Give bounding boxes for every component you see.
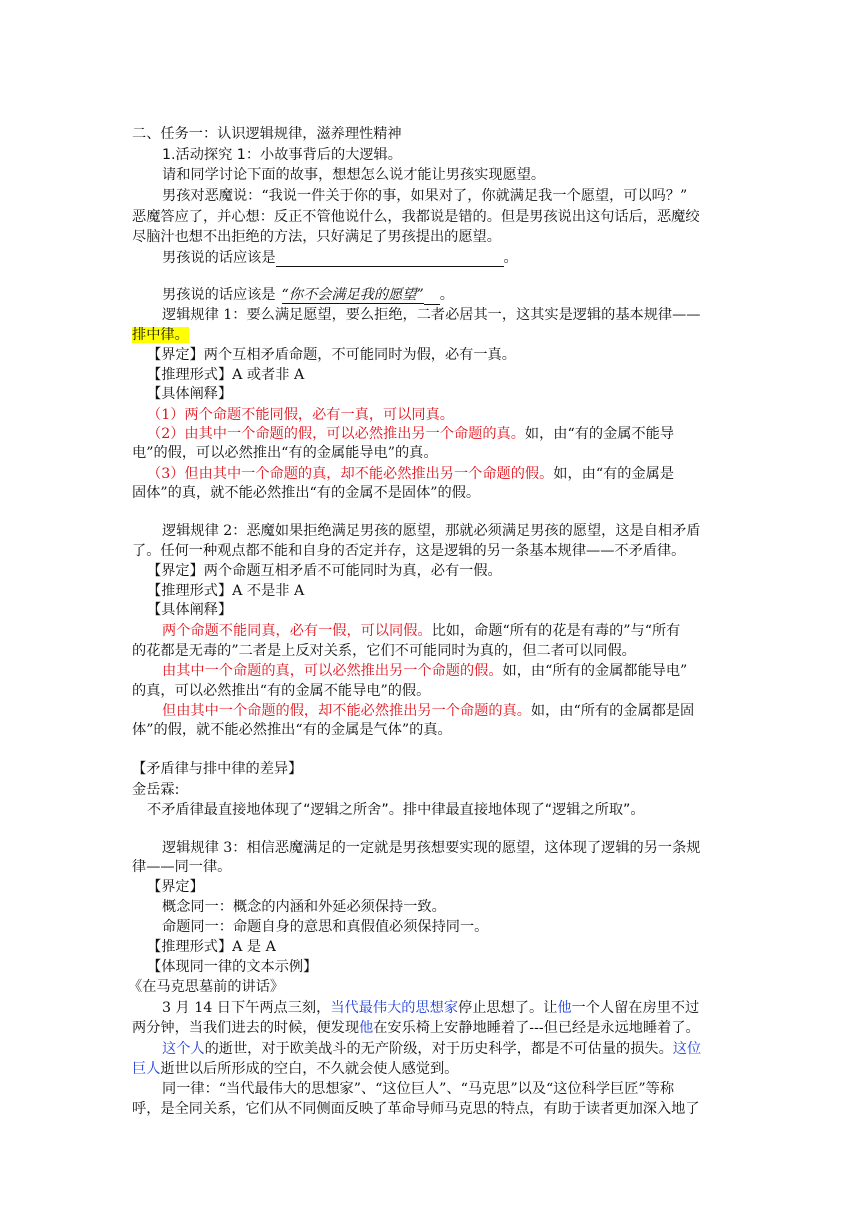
text-line-2-a: 两分钟，当我们进去的时候，便发现 bbox=[132, 1020, 360, 1036]
law1-form bbox=[147, 366, 304, 384]
law1-point-2-cont: 电”的假，可以必然推出“有的金属能导电”的真。 bbox=[132, 445, 438, 461]
answer-prefix: 男孩说的话应该是 bbox=[162, 287, 276, 303]
activity-title: 1.活动探究 1：小故事背后的大逻辑。 bbox=[162, 147, 402, 163]
law3-intro-2: 律——同一律。 bbox=[132, 859, 232, 875]
law2-point-2-text: 如，由“所有的金属都能导电” bbox=[502, 663, 688, 679]
text-ref-giant: 巨人 bbox=[132, 1061, 161, 1077]
law2-point-1-text: 比如，命题“所有的花是有毒的”与“所有 bbox=[431, 623, 681, 639]
text-line-2 bbox=[132, 1019, 700, 1037]
difference-quote: 不矛盾律最直接地体现了“逻辑之所舍”。排中律最直接地体现了“逻辑之所取”。 bbox=[147, 802, 645, 818]
text-ref-he-1: 他 bbox=[557, 1000, 572, 1016]
law2-point-3-text: 如，由“所有的金属都是固 bbox=[530, 703, 695, 719]
text-ref-this: 这位 bbox=[672, 1041, 702, 1057]
law1-explain-label: 【具体阐释】 bbox=[147, 386, 233, 402]
fill-blank-line bbox=[162, 249, 518, 267]
law2-point-2-red: 由其中一个命题的真，可以必然推出另一个命题的假。 bbox=[162, 663, 503, 679]
law1-point-2-text: 如，由“有的金属不能导 bbox=[524, 426, 675, 442]
law2-intro-2: 了。任何一种观点都不能和自身的否定并存，这是逻辑的另一条基本规律——不矛盾律。 bbox=[132, 543, 686, 559]
law2-point-3-cont: 体”的假，就不能必然推出“有的金属是气体”的真。 bbox=[132, 722, 452, 738]
answer-suffix: 。 bbox=[439, 287, 454, 303]
law3-form bbox=[147, 938, 276, 956]
law1-point-3-cont: 固体”的真，就不能必然推出“有的金属不是固体”的假。 bbox=[132, 485, 481, 501]
difference-title: 【矛盾律与排中律的差异】 bbox=[132, 761, 303, 777]
law2-intro-1: 逻辑规律 2：恶魔如果拒绝满足男孩的愿望，那就必须满足男孩的愿望，这是自相矛盾 bbox=[162, 523, 701, 539]
law2-point-2 bbox=[162, 662, 687, 680]
text-ref-he-2: 他 bbox=[359, 1020, 374, 1036]
discussion-prompt: 请和同学讨论下面的故事，想想怎么说才能让男孩实现愿望。 bbox=[162, 167, 546, 183]
law2-point-3-red: 但由其中一个命题的假，却不能必然推出另一个命题的真。 bbox=[162, 703, 531, 719]
law1-point-2-red: （2）由其中一个命题的假，可以必然推出另一个命题的真。 bbox=[147, 426, 525, 442]
law1-definition bbox=[147, 346, 516, 364]
story-line-3: 尽脑汁也想不出拒绝的方法，只好满足了男孩提出的愿望。 bbox=[132, 229, 501, 245]
law3-example-label: 【体现同一律的文本示例】 bbox=[147, 959, 318, 975]
law3-intro-1: 逻辑规律 3：相信恶魔满足的一定就是男孩想要实现的愿望，这体现了逻辑的另一条规 bbox=[162, 840, 701, 856]
law1-def-label: 【界定】 bbox=[147, 347, 204, 363]
identity-analysis-2: 呼，是全同关系，它们从不同侧面反映了革命导师马克思的特点，有助于读者更加深入地了 bbox=[132, 1101, 700, 1117]
law3-work-title: 《在马克思墓前的讲话》 bbox=[128, 979, 285, 995]
law1-point-3-red: （3）但由其中一个命题的真，却不能必然推出另一个命题的假。 bbox=[147, 466, 554, 482]
difference-author: 金岳霖: bbox=[132, 782, 180, 798]
law1-form-text: A 或者非 A bbox=[232, 367, 305, 383]
law1-point-3-text: 如，由“有的金属是 bbox=[553, 466, 675, 482]
text-line-4 bbox=[132, 1060, 458, 1078]
law3-form-text: A 是 A bbox=[232, 939, 276, 955]
text-line-2-b: 在安乐椅上安静地睡着了---但已经是永远地睡着了。 bbox=[373, 1020, 700, 1036]
answer-text: “你不会满足我的愿望” bbox=[281, 287, 424, 303]
identity-analysis-1: 同一律：“当代最伟大的思想家”、“这位巨人”、“马克思”以及“这位科学巨匠”等称 bbox=[162, 1081, 675, 1097]
answer-line bbox=[162, 286, 454, 305]
law2-point-1 bbox=[162, 622, 680, 640]
law1-def-text: 两个互相矛盾命题，不可能同时为假，必有一真。 bbox=[203, 347, 516, 363]
text-line-1-b: 停止思想了。让 bbox=[458, 1000, 558, 1016]
text-line-4-a: 逝世以后所形成的空白，不久就会使人感觉到。 bbox=[160, 1061, 459, 1077]
text-ref-this-person: 这个人 bbox=[162, 1041, 205, 1057]
law2-point-3 bbox=[162, 702, 694, 720]
text-line-1-c: 一个人留在房里不过 bbox=[571, 1000, 700, 1016]
law1-form-label: 【推理形式】 bbox=[147, 367, 233, 383]
law3-concept-identity: 概念同一：概念的内涵和外延必须保持一致。 bbox=[162, 899, 446, 915]
law3-def-label: 【界定】 bbox=[147, 879, 204, 895]
fill-blank-suffix: 。 bbox=[503, 250, 518, 266]
law2-explain-label: 【具体阐释】 bbox=[147, 602, 233, 618]
law3-form-label: 【推理形式】 bbox=[147, 939, 233, 955]
law1-name-highlight: 排中律。 bbox=[132, 327, 189, 343]
law2-point-2-cont: 的真，可以必然推出“有的金属不能导电”的假。 bbox=[132, 683, 431, 699]
law2-form-label: 【推理形式】 bbox=[147, 583, 233, 599]
law1-point-3 bbox=[147, 465, 674, 483]
law1-point-2 bbox=[147, 425, 674, 443]
law2-form-text: A 不是非 A bbox=[232, 583, 305, 599]
law2-def-label: 【界定】 bbox=[147, 563, 204, 579]
law2-point-1-red: 两个命题不能同真，必有一假，可以同假。 bbox=[162, 623, 432, 639]
law2-def-text: 两个命题互相矛盾不可能同时为真，必有一假。 bbox=[203, 563, 502, 579]
text-line-3 bbox=[162, 1040, 701, 1058]
story-line-2: 恶魔答应了，并心想：反正不管他说什么，我都说是错的。但是男孩说出这句话后，恶魔绞 bbox=[132, 209, 700, 225]
fill-blank-prefix: 男孩说的话应该是 bbox=[162, 250, 276, 266]
law2-definition bbox=[147, 562, 502, 580]
text-line-1-a: 3 月 14 日下午两点三刻， bbox=[162, 1000, 331, 1016]
law3-proposition-identity: 命题同一：命题自身的意思和真假值必须保持同一。 bbox=[162, 919, 489, 935]
law2-point-1-cont: 的花都是无毒的”二者是上反对关系，它们不可能同时为真的，但二者可以同假。 bbox=[132, 643, 636, 659]
section-heading: 二、任务一：认识逻辑规律，滋养理性精神 bbox=[132, 126, 402, 142]
law1-name bbox=[132, 326, 189, 344]
law1-intro: 逻辑规律 1：要么满足愿望，要么拒绝，二者必居其一，这其实是逻辑的基本规律—— bbox=[162, 307, 701, 323]
fill-blank-field[interactable] bbox=[276, 251, 504, 267]
text-line-1 bbox=[162, 999, 699, 1017]
law1-point-1: （1）两个命题不能同假，必有一真，可以同真。 bbox=[147, 407, 454, 423]
story-line-1: 男孩对恶魔说：“我说一件关于你的事，如果对了，你就满足我一个愿望，可以吗？” bbox=[162, 188, 688, 204]
text-line-3-a: 的逝世，对于欧美战斗的无产阶级，对于历史科学，都是不可估量的损失。 bbox=[204, 1041, 673, 1057]
text-ref-thinker: 当代最伟大的思想家 bbox=[330, 1000, 459, 1016]
law2-form bbox=[147, 582, 304, 600]
